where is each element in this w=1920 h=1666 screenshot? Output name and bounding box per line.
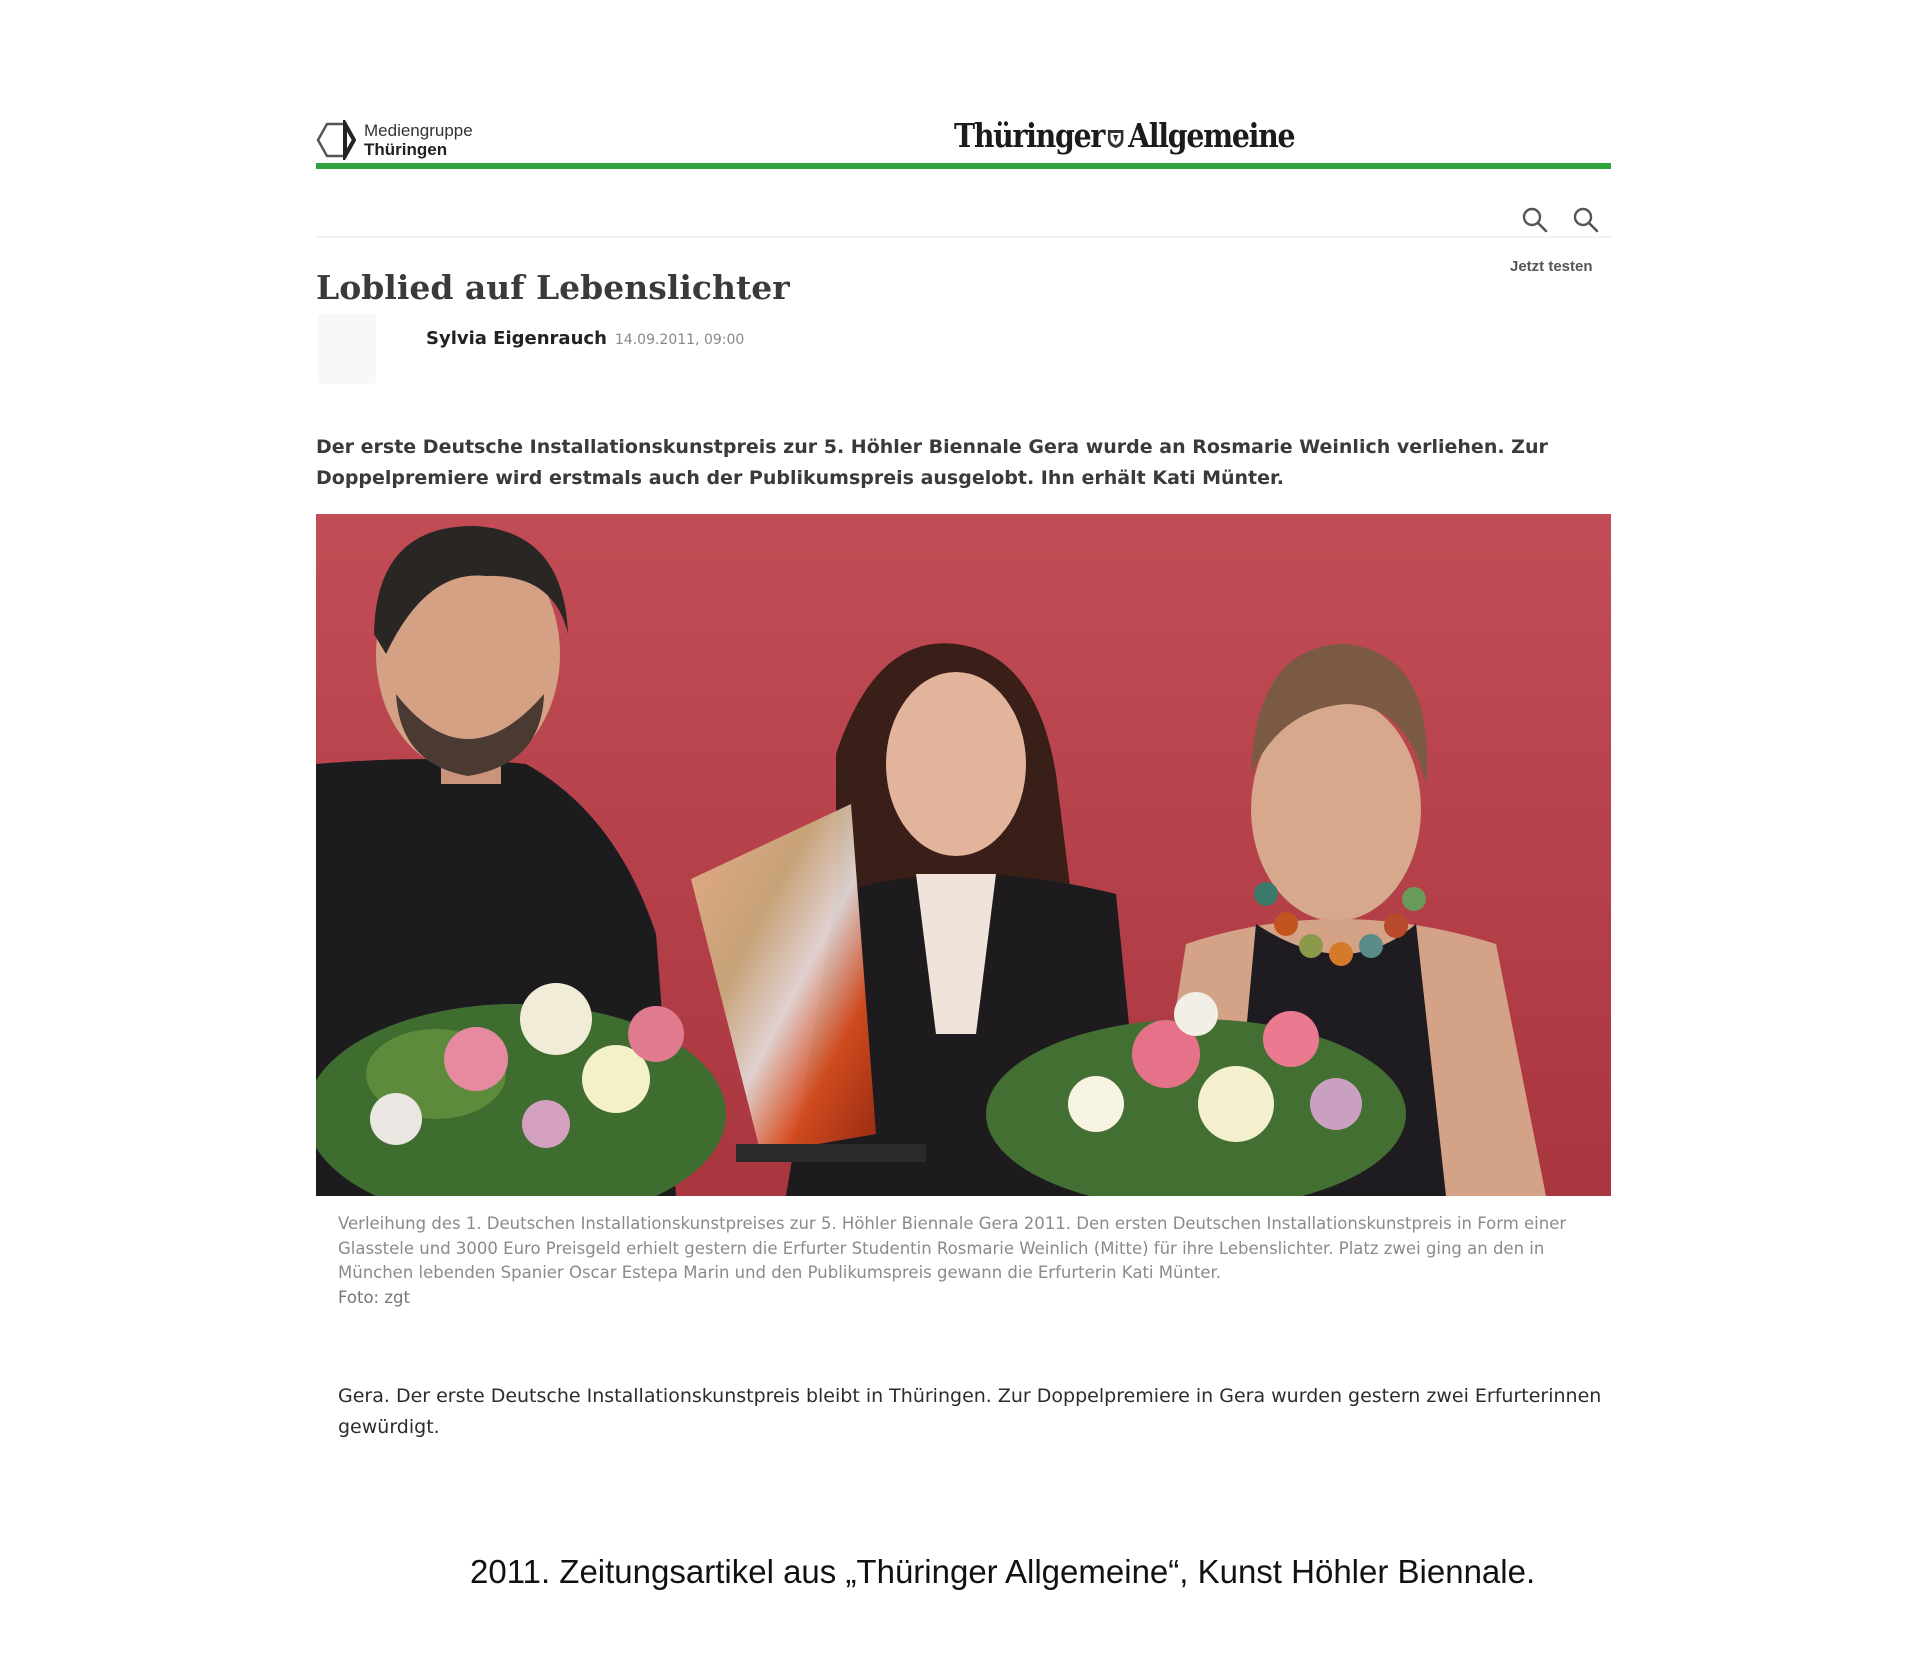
photo-credit: Foto: zgt <box>338 1287 410 1307</box>
site-header <box>316 112 1611 168</box>
byline <box>426 328 744 349</box>
article-lead: Der erste Deutsche Installationskunstpreis zur 5. Höhler Biennale Gera wurde an Rosmarie Weinlich verliehen. Zur Doppelpremiere wird erstmals auch der Publikumspreis ausgelobt. Ihn erhält Kati Münter. <box>316 436 1548 489</box>
newspaper-logo[interactable] <box>954 116 1294 155</box>
article-body: Gera. Der erste Deutsche Installationskunstpreis bleibt in Thüringen. Zur Doppelpremiere in Gera wurden gestern zwei Erfurterinnen gewürdigt. <box>338 1385 1602 1438</box>
header-divider <box>316 163 1611 169</box>
jetzt-testen-link[interactable]: Jetzt testen <box>1510 258 1593 275</box>
author-avatar <box>318 314 376 384</box>
toolbar-divider <box>316 236 1611 238</box>
award-photo-illustration <box>316 514 1611 1196</box>
newspaper-title-part2: Allgemeine <box>1128 116 1295 155</box>
newspaper-title-part1: Thüringer <box>954 116 1105 155</box>
author-name[interactable]: Sylvia Eigenrauch <box>426 328 607 349</box>
crest-icon <box>1107 127 1126 149</box>
article-title: Loblied auf Lebenslichter <box>316 268 790 307</box>
hexagon-logo-icon <box>316 120 356 160</box>
mediengruppe-logo[interactable] <box>316 120 473 160</box>
mg-line2: Thüringen <box>364 140 448 159</box>
mg-line1: Mediengruppe <box>364 121 473 140</box>
search-icon[interactable] <box>1572 206 1600 234</box>
search-icon[interactable] <box>1521 206 1549 234</box>
article-photo[interactable] <box>316 514 1611 1196</box>
photo-caption <box>338 1212 1598 1310</box>
document-caption: 2011. Zeitungsartikel aus „Thüringer Allgemeine“, Kunst Höhler Biennale. <box>470 1553 1536 1590</box>
publish-date: 14.09.2011, 09:00 <box>614 332 745 348</box>
caption-text: Verleihung des 1. Deutschen Installationskunstpreises zur 5. Höhler Biennale Gera 2011. Den ersten Deutschen Installationskunstpreis in Form einer Glasstele und 3000 Euro Preisgeld erhielt gestern die Erfurter Studentin Rosmarie Weinlich (Mitte) für ihre Lebenslichter. Platz zwei ging an den in München lebenden Spanier Oscar Estepa Marin und den Publikumspreis gewann die Erfurterin Kati Münter. <box>338 1214 1567 1282</box>
